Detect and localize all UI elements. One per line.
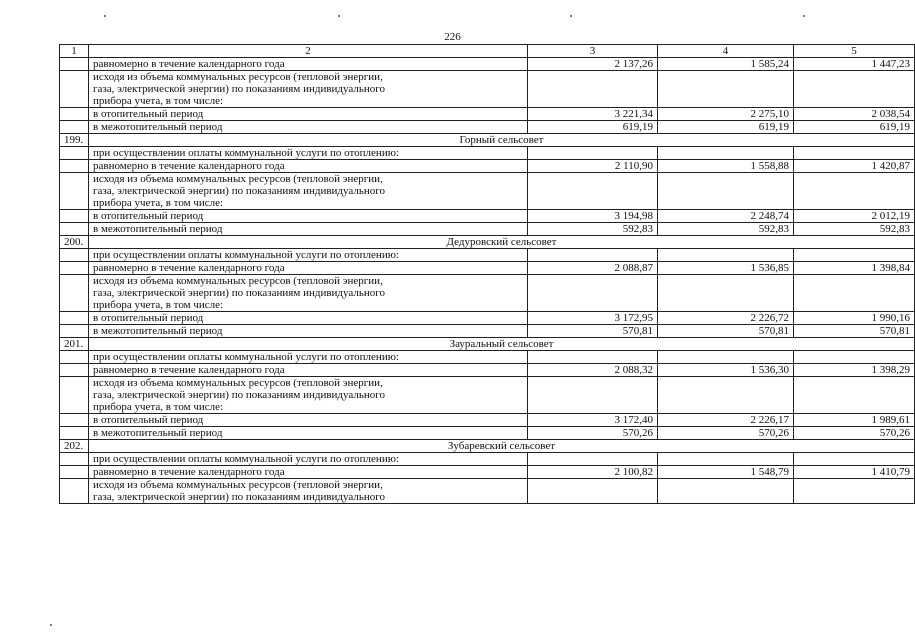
value-col4: 570,26: [658, 427, 794, 440]
value-col5: 1 447,23: [794, 58, 915, 71]
description-cell: в отопительный период: [89, 210, 528, 223]
description-cell: равномерно в течение календарного года: [89, 466, 528, 479]
section-row: [60, 134, 915, 147]
description-cell: равномерно в течение календарного года: [89, 160, 528, 173]
table-row: [60, 71, 915, 108]
value-col5: 1 989,61: [794, 414, 915, 427]
description-cell: [89, 377, 528, 414]
value-col4: [658, 275, 794, 312]
section-row: [60, 236, 915, 249]
description-line: прибора учета, в том числе:: [93, 95, 224, 107]
value-col4: 2 226,17: [658, 414, 794, 427]
value-col4: [658, 249, 794, 262]
table-row: [60, 58, 915, 71]
row-number-cell: [60, 427, 89, 440]
section-number: 202.: [60, 440, 89, 453]
row-number-cell: [60, 453, 89, 466]
value-col3: 2 110,90: [528, 160, 658, 173]
section-number: 200.: [60, 236, 89, 249]
description-cell: [89, 71, 528, 108]
value-col3: [528, 453, 658, 466]
row-number-cell: [60, 58, 89, 71]
table-row: [60, 210, 915, 223]
description-cell: при осуществлении оплаты коммунальной услуги по отоплению:: [89, 351, 528, 364]
row-number-cell: [60, 262, 89, 275]
value-col3: [528, 275, 658, 312]
table-row: [60, 108, 915, 121]
row-number-cell: [60, 173, 89, 210]
value-col5: 2 038,54: [794, 108, 915, 121]
section-title: Дедуровский сельсовет: [89, 236, 915, 249]
scan-speck: [338, 15, 340, 17]
table-row: [60, 147, 915, 160]
description-line: газа, электрической энергии) по показаниям индивидуального: [93, 491, 385, 503]
description-cell: равномерно в течение календарного года: [89, 58, 528, 71]
section-number: 199.: [60, 134, 89, 147]
description-cell: в межотопительный период: [89, 121, 528, 134]
value-col5: [794, 453, 915, 466]
value-col5: [794, 479, 915, 504]
row-number-cell: [60, 147, 89, 160]
table-row: [60, 466, 915, 479]
value-col3: [528, 377, 658, 414]
value-col4: 2 248,74: [658, 210, 794, 223]
column-number-header-row: [60, 45, 915, 58]
value-col5: 619,19: [794, 121, 915, 134]
description-line: газа, электрической энергии) по показаниям индивидуального: [93, 389, 385, 401]
value-col3: [528, 147, 658, 160]
description-cell: [89, 275, 528, 312]
value-col3: 3 172,40: [528, 414, 658, 427]
row-number-cell: [60, 71, 89, 108]
value-col3: 2 088,32: [528, 364, 658, 377]
row-number-cell: [60, 210, 89, 223]
row-number-cell: [60, 275, 89, 312]
value-col5: 1 990,16: [794, 312, 915, 325]
value-col5: [794, 351, 915, 364]
value-col3: 2 137,26: [528, 58, 658, 71]
row-number-cell: [60, 249, 89, 262]
value-col3: 592,83: [528, 223, 658, 236]
value-col5: [794, 377, 915, 414]
description-line: прибора учета, в том числе:: [93, 197, 224, 209]
column-number-header: 1: [60, 45, 89, 58]
value-col5: [794, 71, 915, 108]
description-line: исходя из объема коммунальных ресурсов (тепловой энергии,: [93, 479, 383, 491]
value-col4: [658, 71, 794, 108]
value-col5: [794, 147, 915, 160]
row-number-cell: [60, 414, 89, 427]
value-col4: 619,19: [658, 121, 794, 134]
description-line: исходя из объема коммунальных ресурсов (тепловой энергии,: [93, 275, 383, 287]
column-number-header: 5: [794, 45, 915, 58]
value-col3: [528, 71, 658, 108]
value-col3: 570,26: [528, 427, 658, 440]
table-body: [60, 45, 915, 504]
description-cell: при осуществлении оплаты коммунальной услуги по отоплению:: [89, 249, 528, 262]
value-col4: 1 558,88: [658, 160, 794, 173]
description-cell: при осуществлении оплаты коммунальной услуги по отоплению:: [89, 147, 528, 160]
description-cell: в отопительный период: [89, 414, 528, 427]
description-cell: равномерно в течение календарного года: [89, 364, 528, 377]
scan-speck: [50, 624, 52, 626]
table-row: [60, 414, 915, 427]
value-col3: [528, 173, 658, 210]
scan-speck: [570, 15, 572, 17]
value-col5: [794, 275, 915, 312]
table-row: [60, 453, 915, 466]
row-number-cell: [60, 160, 89, 173]
section-number: 201.: [60, 338, 89, 351]
table-row: [60, 249, 915, 262]
value-col4: 1 536,85: [658, 262, 794, 275]
scan-speck: [803, 15, 805, 17]
description-cell: [89, 479, 528, 504]
value-col5: [794, 249, 915, 262]
table-row: [60, 377, 915, 414]
description-cell: в отопительный период: [89, 108, 528, 121]
column-number-header: 3: [528, 45, 658, 58]
table-row: [60, 479, 915, 504]
description-line: газа, электрической энергии) по показаниям индивидуального: [93, 83, 385, 95]
row-number-cell: [60, 466, 89, 479]
description-cell: [89, 173, 528, 210]
value-col4: 570,81: [658, 325, 794, 338]
value-col4: 2 226,72: [658, 312, 794, 325]
value-col3: 3 172,95: [528, 312, 658, 325]
row-number-cell: [60, 223, 89, 236]
value-col5: 570,81: [794, 325, 915, 338]
column-number-header: 2: [89, 45, 528, 58]
scan-speck: [104, 15, 106, 17]
description-cell: при осуществлении оплаты коммунальной услуги по отоплению:: [89, 453, 528, 466]
table-row: [60, 160, 915, 173]
description-cell: в межотопительный период: [89, 325, 528, 338]
description-line: прибора учета, в том числе:: [93, 401, 224, 413]
value-col3: 3 221,34: [528, 108, 658, 121]
description-line: исходя из объема коммунальных ресурсов (тепловой энергии,: [93, 173, 383, 185]
column-number-header: 4: [658, 45, 794, 58]
table-row: [60, 121, 915, 134]
value-col3: [528, 479, 658, 504]
table-row: [60, 275, 915, 312]
description-line: прибора учета, в том числе:: [93, 299, 224, 311]
row-number-cell: [60, 312, 89, 325]
description-line: исходя из объема коммунальных ресурсов (тепловой энергии,: [93, 71, 383, 83]
table-row: [60, 364, 915, 377]
row-number-cell: [60, 364, 89, 377]
description-cell: в межотопительный период: [89, 427, 528, 440]
section-title: Горный сельсовет: [89, 134, 915, 147]
value-col5: [794, 173, 915, 210]
value-col5: 1 398,29: [794, 364, 915, 377]
table-row: [60, 427, 915, 440]
value-col3: 570,81: [528, 325, 658, 338]
value-col3: 2 088,87: [528, 262, 658, 275]
value-col4: 1 548,79: [658, 466, 794, 479]
value-col5: 1 398,84: [794, 262, 915, 275]
table-row: [60, 351, 915, 364]
row-number-cell: [60, 377, 89, 414]
value-col4: [658, 377, 794, 414]
description-line: исходя из объема коммунальных ресурсов (тепловой энергии,: [93, 377, 383, 389]
row-number-cell: [60, 351, 89, 364]
row-number-cell: [60, 479, 89, 504]
page-number: 226: [444, 31, 461, 43]
value-col3: [528, 249, 658, 262]
section-row: [60, 338, 915, 351]
table-row: [60, 173, 915, 210]
section-row: [60, 440, 915, 453]
value-col5: 2 012,19: [794, 210, 915, 223]
value-col4: 592,83: [658, 223, 794, 236]
value-col4: 2 275,10: [658, 108, 794, 121]
row-number-cell: [60, 121, 89, 134]
value-col4: [658, 351, 794, 364]
row-number-cell: [60, 325, 89, 338]
description-cell: в отопительный период: [89, 312, 528, 325]
value-col4: [658, 147, 794, 160]
value-col5: 1 420,87: [794, 160, 915, 173]
value-col3: 619,19: [528, 121, 658, 134]
table-row: [60, 262, 915, 275]
description-line: газа, электрической энергии) по показаниям индивидуального: [93, 185, 385, 197]
description-cell: равномерно в течение календарного года: [89, 262, 528, 275]
description-line: газа, электрической энергии) по показаниям индивидуального: [93, 287, 385, 299]
section-title: Зубаревский сельсовет: [89, 440, 915, 453]
value-col5: 570,26: [794, 427, 915, 440]
section-title: Зауральный сельсовет: [89, 338, 915, 351]
table-row: [60, 223, 915, 236]
value-col4: 1 585,24: [658, 58, 794, 71]
value-col3: 3 194,98: [528, 210, 658, 223]
value-col4: [658, 479, 794, 504]
value-col4: [658, 453, 794, 466]
value-col5: 592,83: [794, 223, 915, 236]
value-col3: 2 100,82: [528, 466, 658, 479]
row-number-cell: [60, 108, 89, 121]
value-col4: 1 536,30: [658, 364, 794, 377]
value-col5: 1 410,79: [794, 466, 915, 479]
value-col3: [528, 351, 658, 364]
table-row: [60, 325, 915, 338]
table-row: [60, 312, 915, 325]
description-cell: в межотопительный период: [89, 223, 528, 236]
tariff-table: [59, 44, 915, 504]
value-col4: [658, 173, 794, 210]
